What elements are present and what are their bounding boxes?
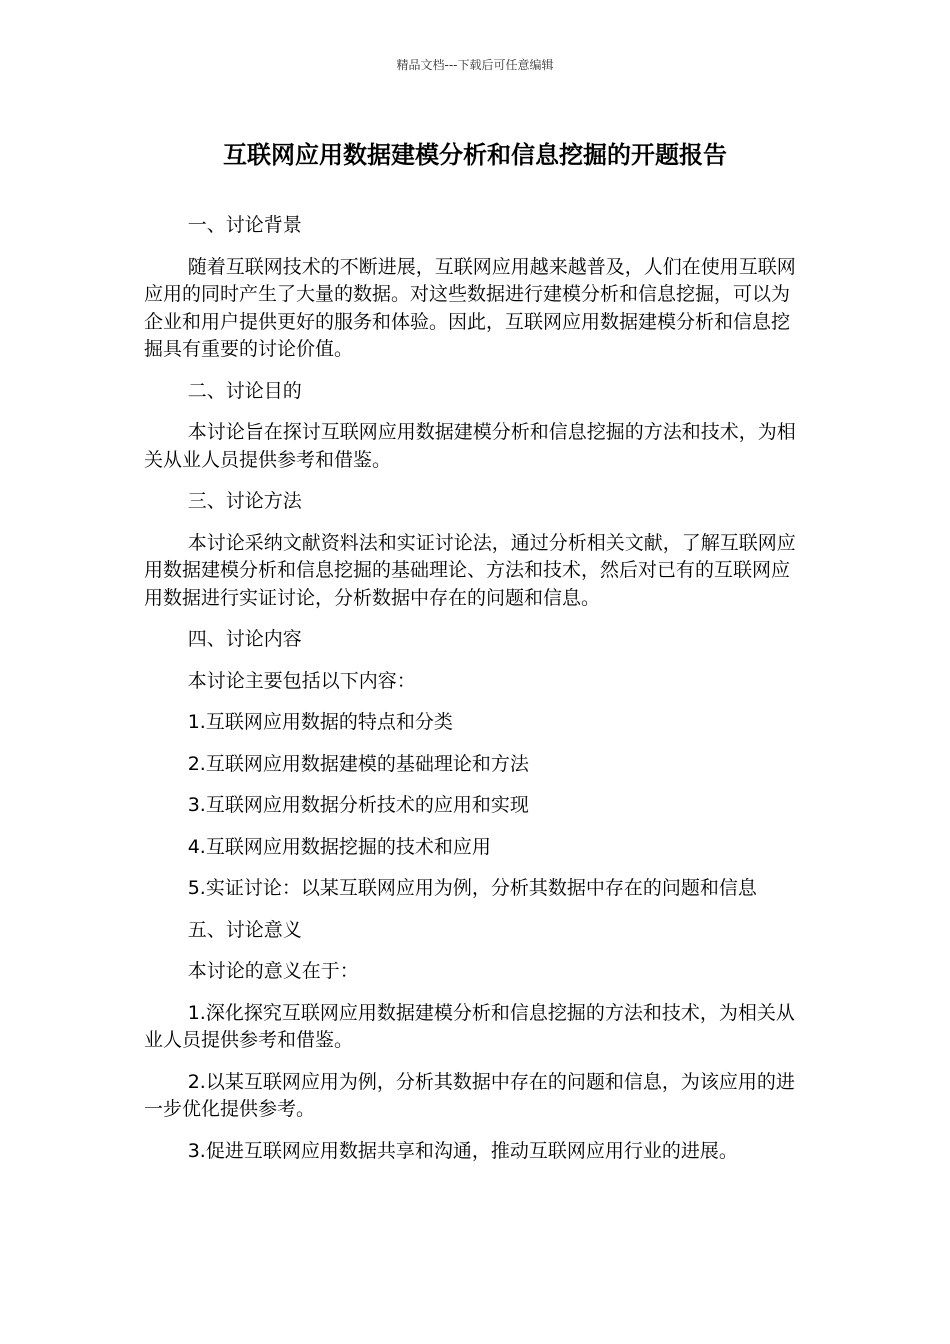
section-text-significance-intro: 本讨论的意义在于： <box>187 960 359 982</box>
section-text-method: 本讨论采纳文献资料法和实证讨论法，通过分析相关文献，了解互联网应用数据建模分析和信息挖掘的基础理论、方法和技术，然后对已有的互联网应用数据进行实证讨论，分析数据中存在的问题和信息。 <box>144 531 796 609</box>
list-item: 5.实证讨论：以某互联网应用为例，分析其数据中存在的问题和信息 <box>187 877 757 899</box>
header-note: 精品文档---下载后可任意编辑 <box>396 58 554 72</box>
section-heading-significance: 五、讨论意义 <box>187 918 302 941</box>
section-heading-content: 四、讨论内容 <box>187 628 302 650</box>
section-heading-purpose: 二、讨论目的 <box>187 379 302 402</box>
list-item: 1.深化探究互联网应用数据建模分析和信息挖掘的方法和技术，为相关从业人员提供参考和借鉴。 <box>144 1001 795 1051</box>
section-text-content-intro: 本讨论主要包括以下内容： <box>187 669 416 692</box>
list-item: 3.促进互联网应用数据共享和沟通，推动互联网应用行业的进展。 <box>187 1139 738 1162</box>
document-title: 互联网应用数据建模分析和信息挖掘的开题报告 <box>223 141 727 169</box>
list-item: 2.以某互联网应用为例，分析其数据中存在的问题和信息，为该应用的进一步优化提供参考。 <box>144 1070 795 1120</box>
section-heading-background: 一、讨论背景 <box>187 214 302 236</box>
list-item: 4.互联网应用数据挖掘的技术和应用 <box>187 835 491 858</box>
list-item: 1.互联网应用数据的特点和分类 <box>187 711 453 733</box>
section-text-purpose: 本讨论旨在探讨互联网应用数据建模分析和信息挖掘的方法和技术，为相关从业人员提供参考和借鉴。 <box>144 421 796 471</box>
document-body <box>144 212 804 1179</box>
section-text-background: 随着互联网技术的不断进展，互联网应用越来越普及，人们在使用互联网应用的同时产生了大量的数据。对这些数据进行建模分析和信息挖掘，可以为企业和用户提供更好的服务和体验。因此，互联网应用数据建模分析和信息挖掘具有重要的讨论价值。 <box>144 255 796 360</box>
section-heading-method: 三、讨论方法 <box>187 490 302 512</box>
list-item: 2.互联网应用数据建模的基础理论和方法 <box>187 752 529 775</box>
list-item: 3.互联网应用数据分析技术的应用和实现 <box>187 794 529 816</box>
